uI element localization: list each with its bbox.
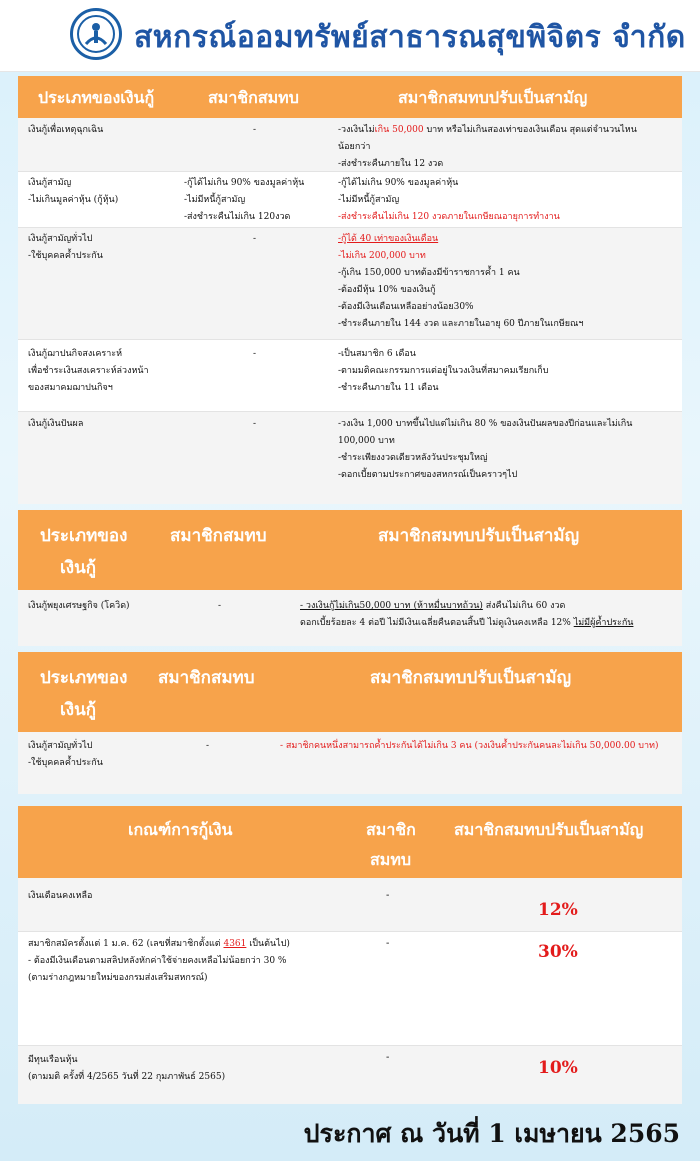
cooperative-logo — [70, 8, 122, 60]
col-header-upgraded: สมาชิกสมทบปรับเป็นสามัญ — [398, 88, 588, 107]
col-header-associate: สมาชิกสมทบ — [208, 88, 299, 107]
loan-type: เงินกู้ฌาปนกิจสงเคราะห์ — [28, 349, 123, 359]
loan-type: เงินกู้พยุงเศรษฐกิจ (โควิด) — [28, 601, 130, 611]
loan-type-sub: ของสมาคมฌาปนกิจฯ — [28, 383, 113, 393]
associate-line: -ส่งชำระคืนไม่เกิน 120งวด — [184, 212, 291, 222]
table-row — [18, 878, 682, 932]
col-header-upgraded: สมาชิกสมทบปรับเป็นสามัญ — [370, 668, 572, 688]
table-header — [18, 76, 682, 118]
table-row — [18, 340, 682, 412]
percent-value: 10% — [538, 1058, 578, 1078]
col-header-loan-type: ประเภทของ — [40, 526, 128, 546]
upgraded-line: -ส่งชำระคืนไม่เกิน 120 งวดภายในเกษียณอายุการทำงาน — [338, 212, 560, 222]
table-row — [18, 590, 682, 646]
table-row — [18, 412, 682, 504]
col-header-loan-type-2: เงินกู้ — [60, 700, 97, 720]
loan-types-table — [18, 76, 682, 504]
upgraded-line: ดอกเบี้ยร้อยละ 4 ต่อปี ไม่มีเงินเฉลี่ยคืนตอนสิ้นปี ไม่ดูเงินคงเหลือ 12% ไม่มีผู้ค้ำประกัน — [300, 618, 634, 628]
loan-type-sub: เพื่อชำระเงินสงเคราะห์ล่วงหน้า — [28, 366, 149, 376]
criteria-text: เงินเดือนคงเหลือ — [28, 891, 93, 901]
criteria-text: (ตามมติ ครั้งที่ 4/2565 วันที่ 22 กุมภาพันธ์ 2565) — [28, 1072, 226, 1082]
criteria-text: มีทุนเรือนหุ้น — [28, 1055, 78, 1065]
upgraded-line: -ชำระคืนภายใน 144 งวด และภายในอายุ 60 ปีภายในเกษียณฯ — [338, 319, 584, 329]
upgraded-line: -ชำระเพียงงวดเดียวหลังวันประชุมใหญ่ — [338, 453, 488, 463]
upgraded-line: -วงเงิน 1,000 บาทขึ้นไปแต่ไม่เกิน 80 % ของเงินปันผลของปีก่อนและไม่เกิน — [338, 419, 633, 429]
table-header — [18, 806, 682, 878]
loan-type: เงินกู้สามัญทั่วไป — [28, 234, 93, 244]
loan-type-sub: -ใช้บุคคลค้ำประกัน — [28, 758, 103, 768]
col-header-loan-type: ประเภทของ — [40, 668, 128, 688]
upgraded-line: -วงเงินไม่เกิน 50,000 บาท หรือไม่เกินสองเท่าของเงินเดือน สุดแต่จำนวนไหน — [338, 125, 637, 135]
upgraded-line: -ส่งชำระคืนภายใน 12 งวด — [338, 159, 444, 169]
table-row — [18, 172, 682, 228]
col-header-loan-type-2: เงินกู้ — [60, 558, 97, 578]
upgraded-line: -เป็นสมาชิก 6 เดือน — [338, 349, 416, 359]
col-header-associate-2: สมทบ — [370, 850, 412, 869]
criteria-text: (ตามร่างกฎหมายใหม่ของกรมส่งเสริมสหกรณ์) — [28, 973, 208, 983]
upgraded-line: -กู้ได้ 40 เท่าของเงินเดือน — [338, 234, 439, 244]
percent-value: 12% — [538, 900, 578, 920]
announcement-date: ประกาศ ณ วันที่ 1 เมษายน 2565 — [303, 1119, 680, 1148]
criteria-text: สมาชิกสมัครตั้งแต่ 1 ม.ค. 62 (เลขที่สมาชิกตั้งแต่ 4361 เป็นต้นไป) — [28, 939, 290, 949]
loan-type-sub: -ไม่เกินมูลค่าหุ้น (กู้หุ้น) — [28, 195, 119, 205]
upgraded-line: -ต้องมีหุ้น 10% ของเงินกู้ — [338, 285, 436, 295]
upgraded-line: น้อยกว่า — [338, 142, 371, 152]
upgraded-line: - วงเงินกู้ไม่เกิน50,000 บาท (ห้าหมื่นบาทถ้วน) ส่งคืนไม่เกิน 60 งวด — [300, 601, 566, 611]
upgraded-line: -กู้เกิน 150,000 บาทต้องมีข้าราชการค้ำ 1 คน — [338, 268, 520, 278]
page-title: สหกรณ์ออมทรัพย์สาธารณสุขพิจิตร จำกัด — [134, 20, 686, 55]
associate-value: - — [253, 349, 257, 359]
col-header-associate: สมาชิกสมทบ — [170, 526, 267, 546]
page-header — [0, 0, 700, 72]
col-header-associate: สมาชิก — [366, 820, 416, 839]
table-header — [18, 652, 682, 732]
loan-type: เงินกู้สามัญ — [28, 178, 72, 188]
associate-value: - — [218, 601, 222, 611]
associate-value: - — [386, 938, 390, 949]
upgraded-line: -ต้องมีเงินเดือนเหลืออย่างน้อย30% — [338, 302, 474, 312]
criteria-text: - ต้องมีเงินเดือนตามสลิปหลังหักค่าใช้จ่ายคงเหลือไม่น้อยกว่า 30 % — [28, 956, 287, 966]
associate-value: - — [253, 125, 257, 135]
loan-type: เงินกู้สามัญทั่วไป — [28, 741, 93, 751]
col-header-associate: สมาชิกสมทบ — [158, 668, 255, 688]
col-header-criteria: เกณฑ์การกู้เงิน — [128, 820, 233, 839]
table-row — [18, 118, 682, 172]
col-header-loan-type: ประเภทของเงินกู้ — [38, 88, 155, 107]
table-row — [18, 1046, 682, 1104]
associate-value: - — [253, 419, 257, 429]
associate-value: - — [386, 1052, 390, 1063]
loan-type: เงินกู้เพื่อเหตุฉุกเฉิน — [28, 125, 104, 135]
associate-value: - — [206, 741, 210, 751]
upgraded-line: -ไม่มีหนี้กู้สามัญ — [338, 195, 400, 205]
upgraded-line: - สมาชิกคนหนึ่งสามารถค้ำประกันได้ไม่เกิน 3 คน (วงเงินค้ำประกันคนละไม่เกิน 50,000.00 บาท) — [280, 741, 659, 751]
upgraded-line: -ชำระคืนภายใน 11 เดือน — [338, 383, 439, 393]
table-row — [18, 732, 682, 794]
associate-line: -ไม่มีหนี้กู้สามัญ — [184, 195, 246, 205]
loan-criteria-table — [18, 806, 682, 1104]
guarantor-table — [18, 652, 682, 794]
covid-loan-table — [18, 510, 682, 646]
table-row — [18, 228, 682, 340]
associate-value: - — [253, 234, 257, 244]
upgraded-line: -ดอกเบี้ยตามประกาศของสหกรณ์เป็นคราวๆไป — [338, 470, 518, 480]
associate-line: -กู้ได้ไม่เกิน 90% ของมูลค่าหุ้น — [184, 178, 305, 188]
loan-type: เงินกู้เงินปันผล — [28, 419, 84, 429]
table-row — [18, 932, 682, 1046]
associate-value: - — [386, 890, 390, 901]
upgraded-line: -กู้ได้ไม่เกิน 90% ของมูลค่าหุ้น — [338, 178, 459, 188]
table-header — [18, 510, 682, 590]
col-header-upgraded: สมาชิกสมทบปรับเป็นสามัญ — [378, 526, 580, 546]
logo-emblem-icon — [76, 14, 116, 54]
loan-type-sub: -ใช้บุคคลค้ำประกัน — [28, 251, 103, 261]
upgraded-line: 100,000 บาท — [338, 436, 395, 446]
col-header-upgraded: สมาชิกสมทบปรับเป็นสามัญ — [454, 820, 644, 839]
percent-value: 30% — [538, 942, 578, 962]
upgraded-line: -ไม่เกิน 200,000 บาท — [338, 251, 426, 261]
upgraded-line: -ตามมติคณะกรรมการแต่อยู่ในวงเงินที่สมาคมเรียกเก็บ — [338, 366, 549, 376]
